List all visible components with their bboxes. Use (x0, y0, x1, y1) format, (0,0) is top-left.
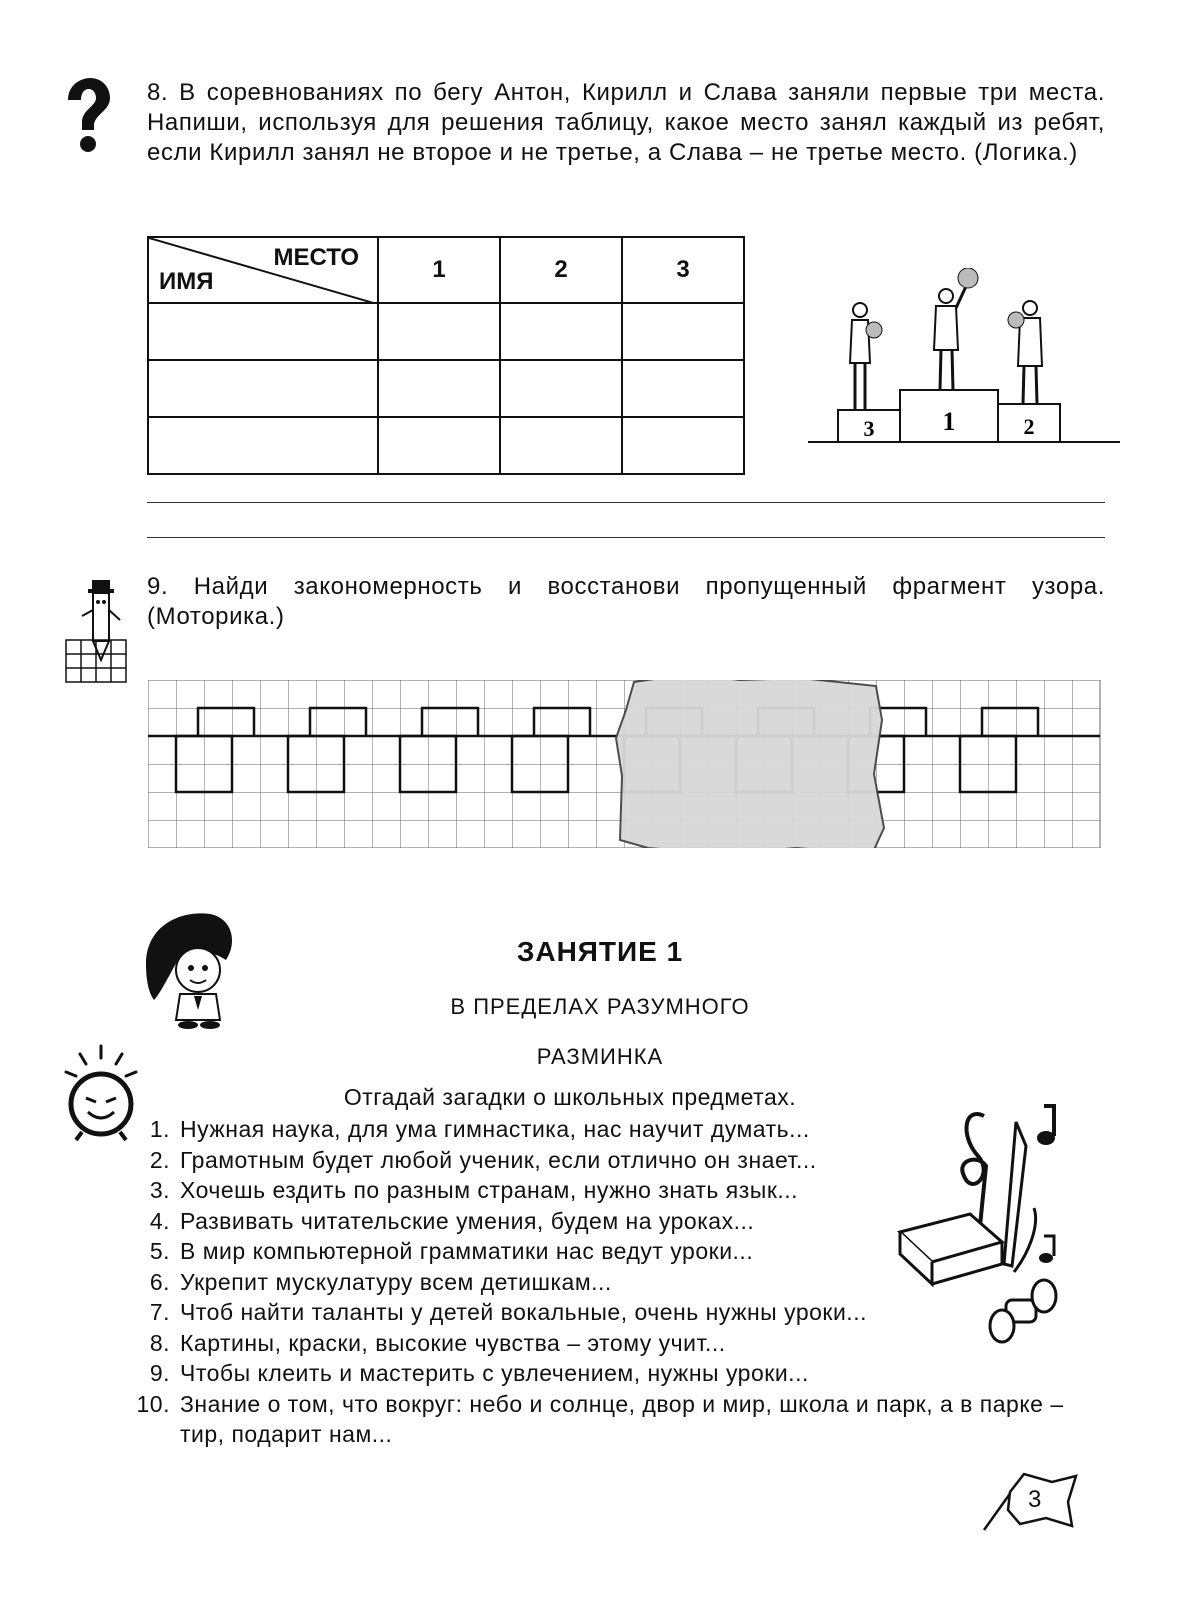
answer-line[interactable] (147, 502, 1105, 503)
pencil-grid-icon (64, 576, 128, 684)
riddles-intro: Отгадай загадки о школьных предметах. (343, 1084, 797, 1110)
riddle-number: 9. (149, 1360, 170, 1386)
riddle-text: Картины, краски, высокие чувства – этому учит... (180, 1329, 726, 1356)
table-row (148, 360, 744, 417)
school-supplies-illustration (894, 1096, 1084, 1346)
riddle-text: Укрепит мускулатуру всем детишкам... (180, 1268, 612, 1295)
podium-place-1: 1 (942, 407, 956, 436)
podium-place-3: 3 (863, 416, 875, 441)
task-9-text: 9. Найди закономерность и восстанови пропущенный фрагмент узора. (Моторика.) (147, 573, 1105, 630)
pattern-grid[interactable] (148, 680, 1106, 848)
task-8-text: 8. В соревнованиях по бегу Антон, Кирилл и Слава заняли первые три места. Напиши, используя для решения таблицу, какое место занял каждый из ребят, если Кирилл занял не второе и не третье, а Слава – не третье место. (Логика.) (147, 79, 1105, 166)
alarm-clock-icon (62, 1044, 140, 1142)
warmup-heading: РАЗМИНКА (536, 1044, 664, 1069)
lesson-subtitle: В ПРЕДЕЛАХ РАЗУМНОГО (450, 994, 750, 1019)
column-header-1: 1 (378, 237, 500, 303)
riddle-text: Чтоб найти таланты у детей вокальные, очень нужны уроки... (180, 1299, 867, 1325)
riddle-number: 4. (149, 1207, 170, 1234)
riddle-text: Знание о том, что вокруг: небо и солнце, двор и мир, школа и парк, а в парке – тир, подарит нам... (180, 1390, 1064, 1447)
riddle-number: 1. (149, 1116, 170, 1142)
column-header-2: 2 (500, 237, 622, 303)
missing-fragment-patch (616, 680, 884, 848)
riddle-text: Хочешь ездить по разным странам, нужно знать язык... (180, 1177, 799, 1203)
riddle-text: Нужная наука, для ума гимнастика, нас научит думать... (180, 1116, 810, 1142)
header-place: МЕСТО (273, 244, 359, 271)
riddle-text: В мир компьютерной грамматики нас ведут уроки... (180, 1238, 754, 1264)
table-cell[interactable] (500, 417, 622, 474)
podium-place-2: 2 (1023, 414, 1035, 439)
table-cell[interactable] (148, 417, 378, 474)
table-cell[interactable] (622, 360, 744, 417)
riddle-text: Грамотным будет любой ученик, если отлично он знает... (180, 1146, 817, 1173)
riddle-text: Развивать читательские умения, будем на уроках... (180, 1207, 755, 1234)
table-cell[interactable] (500, 303, 622, 360)
riddle-number: 2. (149, 1146, 170, 1173)
answer-line[interactable] (147, 537, 1105, 538)
podium-illustration (808, 268, 1120, 448)
column-header-3: 3 (622, 237, 744, 303)
riddle-number: 3. (149, 1177, 170, 1203)
table-cell[interactable] (378, 360, 500, 417)
question-mark-icon (62, 78, 112, 158)
page-number: 3 (1028, 1486, 1042, 1513)
riddle-number: 6. (149, 1268, 170, 1295)
page-number-flag (980, 1472, 1080, 1532)
table-cell[interactable] (378, 303, 500, 360)
table-cell[interactable] (378, 417, 500, 474)
header-name: ИМЯ (159, 268, 214, 295)
table-row (148, 303, 744, 360)
riddle-text: Чтобы клеить и мастерить с увлечением, нужны уроки... (180, 1360, 809, 1386)
lesson-title: ЗАНЯТИЕ 1 (516, 936, 684, 967)
table-cell[interactable] (622, 303, 744, 360)
table-diagonal-header (148, 237, 378, 303)
table-cell[interactable] (500, 360, 622, 417)
logic-table (147, 236, 745, 475)
table-cell[interactable] (148, 303, 378, 360)
riddle-number: 8. (149, 1329, 170, 1356)
riddle-item (130, 1389, 1105, 1450)
table-row (148, 417, 744, 474)
riddle-number: 10. (136, 1390, 170, 1417)
table-cell[interactable] (148, 360, 378, 417)
riddle-number: 7. (149, 1299, 170, 1325)
girl-character-icon (140, 908, 242, 1030)
riddle-item (130, 1358, 1105, 1389)
table-cell[interactable] (622, 417, 744, 474)
riddle-number: 5. (149, 1238, 170, 1264)
